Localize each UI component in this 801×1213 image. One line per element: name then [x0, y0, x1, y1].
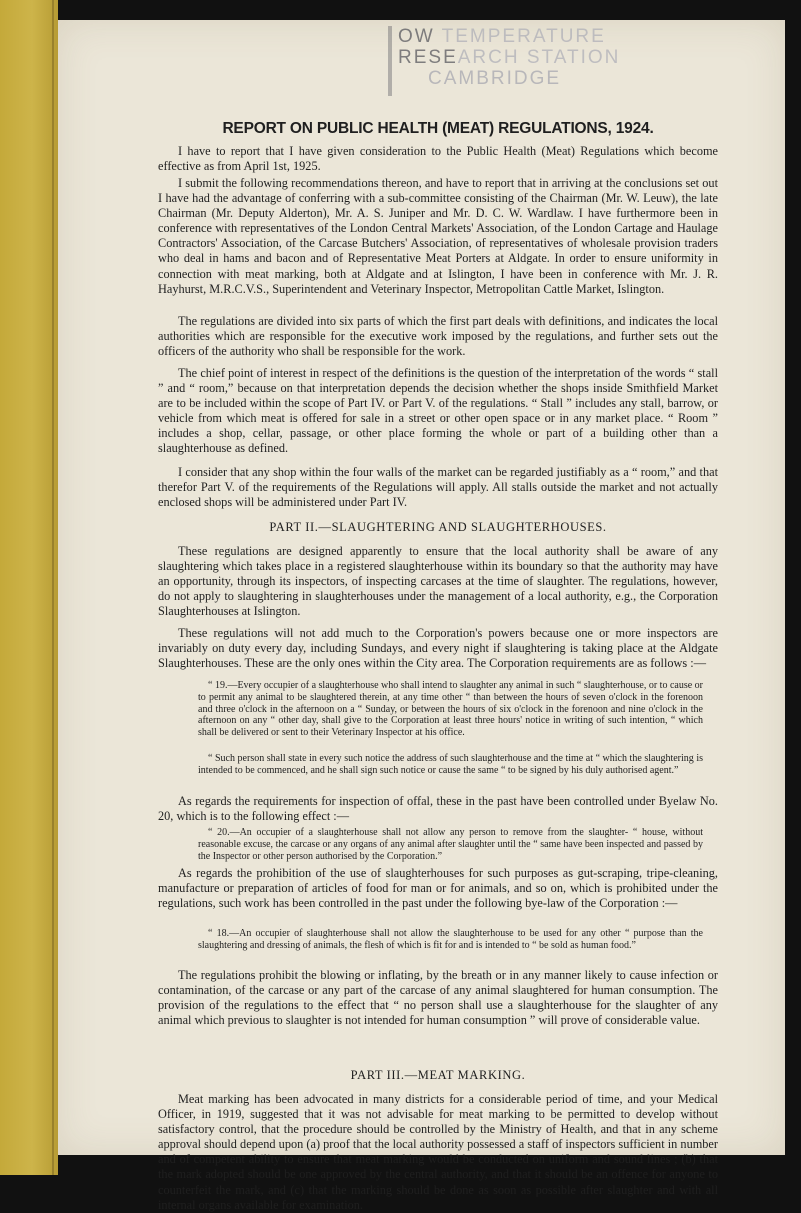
quote-byelaw-20: “ 20.—An occupier of a slaughterhouse shall not allow any person to remove from the slaughter- “ house, without reasonable excuse, the carcase or any organs of any animal after slaughter until the “ same have been inspected and passed by the Inspector or other person authorised by the Corporation.” [198, 827, 703, 862]
spine-fold [52, 0, 54, 1175]
document-page [58, 20, 785, 1212]
stamp-line1-prefix: OW [398, 26, 435, 47]
paragraph-5: I consider that any shop within the four walls of the market can be regarded justifiably as a “ room,” and that therefor Part V. of the requirements of the Regulations will apply. All stalls outside the market and not actually enclosed shops will be administered under Part IV. [158, 465, 718, 510]
paragraph-4: The chief point of interest in respect of the definitions is the question of the interpretation of the words “ stall ” and “ room,” because on that interpretation depends the decision whether the shops inside Smithfield Market are to be included within the scope of Part IV. or Part V. of the regulations. “ Stall ” includes any stall, barrow, or vehicle from which meat is offered for sale in a street or other open space or in any market place. “ Room ” includes a shop, cellar, passage, or other place forming the whole or part of a building other than a slaughterhouse as defined. [158, 366, 718, 456]
stamp-edge [388, 26, 392, 96]
paragraph-1: I have to report that I have given consideration to the Public Health (Meat) Regulations which become effective as from April 1st, 1925. [158, 144, 718, 174]
binding-spine [0, 0, 58, 1175]
paragraph-6: These regulations are designed apparently to ensure that the local authority shall be aware of any slaughtering which takes place in a registered slaughterhouse within its boundary so that the authority may have an opportunity, through its inspectors, of inspecting carcases at the time of slaughter. The regulations, however, do not apply to slaughtering in slaughterhouses under the management of a local authority, e.g., the Corporation Slaughterhouses at Islington. [158, 544, 718, 619]
paragraph-3: The regulations are divided into six parts of which the first part deals with definitions, and indicates the local authorities which are responsible for the executive work imposed by the regulations, and further sets out the officers of the authority who shall be responsible for the work. [158, 314, 718, 359]
stamp-line2-prefix: RESE [398, 47, 458, 68]
paragraph-11: Meat marking has been advocated in many districts for a considerable period of time, and your Medical Officer, in 1919, suggested that it was not advisable for meat marking to be permitted to develop without satisfactory control, that the procedure should be controlled by the Ministry of Health, and that in any scheme approval should depend upon (a) proof that the local authority possessed a staff of inspectors sufficient in number and of competent ability to ensure that meat marking would be conducted on uniform and sound lines ; (b) that the mark adopted should be one approved by the central authority, and that it should be an offence for anyone to counterfeit the mark, and (c) that the marking should be done as soon as possible after slaughter and with all internal organs available for examination. [158, 1092, 718, 1212]
heading-part-3: PART III.—MEAT MARKING. [350, 1068, 526, 1082]
paragraph-8: As regards the requirements for inspection of offal, these in the past have been controlled under Byelaw No. 20, which is to the following effect :— [158, 794, 718, 824]
quote-byelaw-19: “ 19.—Every occupier of a slaughterhouse who shall intend to slaughter any animal in such “ slaughterhouse, or to cause or to permit any animal to be slaughtered therein, at any time other “ than between the hours of seven o'clock in the forenoon and three o'clock in the afternoon on a “ Sunday, or between the hours of six o'clock in the forenoon and nine o'clock in the afternoon on any “ other day, shall give to the Corporation at least three hours' notice in writing of such intention, “ which shall be delivered or sent to their Veterinary Inspector at his office. [198, 680, 703, 739]
stamp-line2-rest: ARCH STATION [457, 47, 621, 68]
quote-byelaw-18: “ 18.—An occupier of slaughterhouse shall not allow the slaughterhouse to be used for any other “ purpose than the slaughtering and dressing of animals, the flesh of which is fit for and is intended to “ be sold as human food.” [198, 928, 703, 951]
library-stamp [388, 26, 621, 112]
heading-part-2: PART II.—SLAUGHTERING AND SLAUGHTERHOUSES. [269, 520, 607, 534]
paragraph-7: These regulations will not add much to the Corporation's powers because one or more inspectors are invariably on duty every day, including Sundays, and every night if slaughtering is taking place at the Aldgate Slaughterhouses. These are the only ones within the City area. The Corporation requirements are as follows :— [158, 626, 718, 671]
quote-byelaw-19-cont: “ Such person shall state in every such notice the address of such slaughterhouse and the time at “ which the slaughtering is intended to be commenced, and he shall sign such notice or cause the same “ to be signed by his duly authorised agent.” [198, 753, 703, 776]
paragraph-2: I submit the following recommendations thereon, and have to report that in arriving at the conclusions set out I have had the advantage of conferring with a sub-committee consisting of the Chairman (Mr. W. Leuw), the late Chairman (Mr. Deputy Alderton), Mr. A. S. Juniper and Mr. D. C. W. Wardlaw. I have furthermore been in conference with representatives of the London Central Markets' Association, of the London Cartage and Haulage Contractors' Association, of the Carcase Butchers' Association, of representatives of wholesale provision traders who deal in hams and bacon and of Representative Meat Porters at Aldgate. In order to ensure uniformity in connection with meat marking, both at Aldgate and at Islington, I have been in conference with Mr. J. R. Hayhurst, M.R.C.V.S., Superintendent and Veterinary Inspector, Metropolitan Cattle Market, Islington. [158, 176, 718, 296]
report-title: REPORT ON PUBLIC HEALTH (MEAT) REGULATIONS, 1924. [222, 120, 654, 137]
stamp-line3: CAMBRIDGE [428, 68, 562, 89]
paragraph-9: As regards the prohibition of the use of slaughterhouses for such purposes as gut-scraping, tripe-cleaning, manufacture or preparation of articles of food for man or for animals, and so on, which is prohibited under the regulations, such work has been controlled in the past under the following bye-law of the Corporation :— [158, 866, 718, 911]
stamp-line1-rest: TEMPERATURE [434, 26, 606, 47]
paragraph-10: The regulations prohibit the blowing or inflating, by the breath or in any manner likely to cause infection or contamination, of the carcase or any part of the carcase of any animal slaughtered for human consumption. The provision of the regulations to the effect that “ no person shall use a slaughterhouse for the slaughter of any animal which previous to slaughter is not intended for human consumption ” will prove of considerable value. [158, 968, 718, 1028]
